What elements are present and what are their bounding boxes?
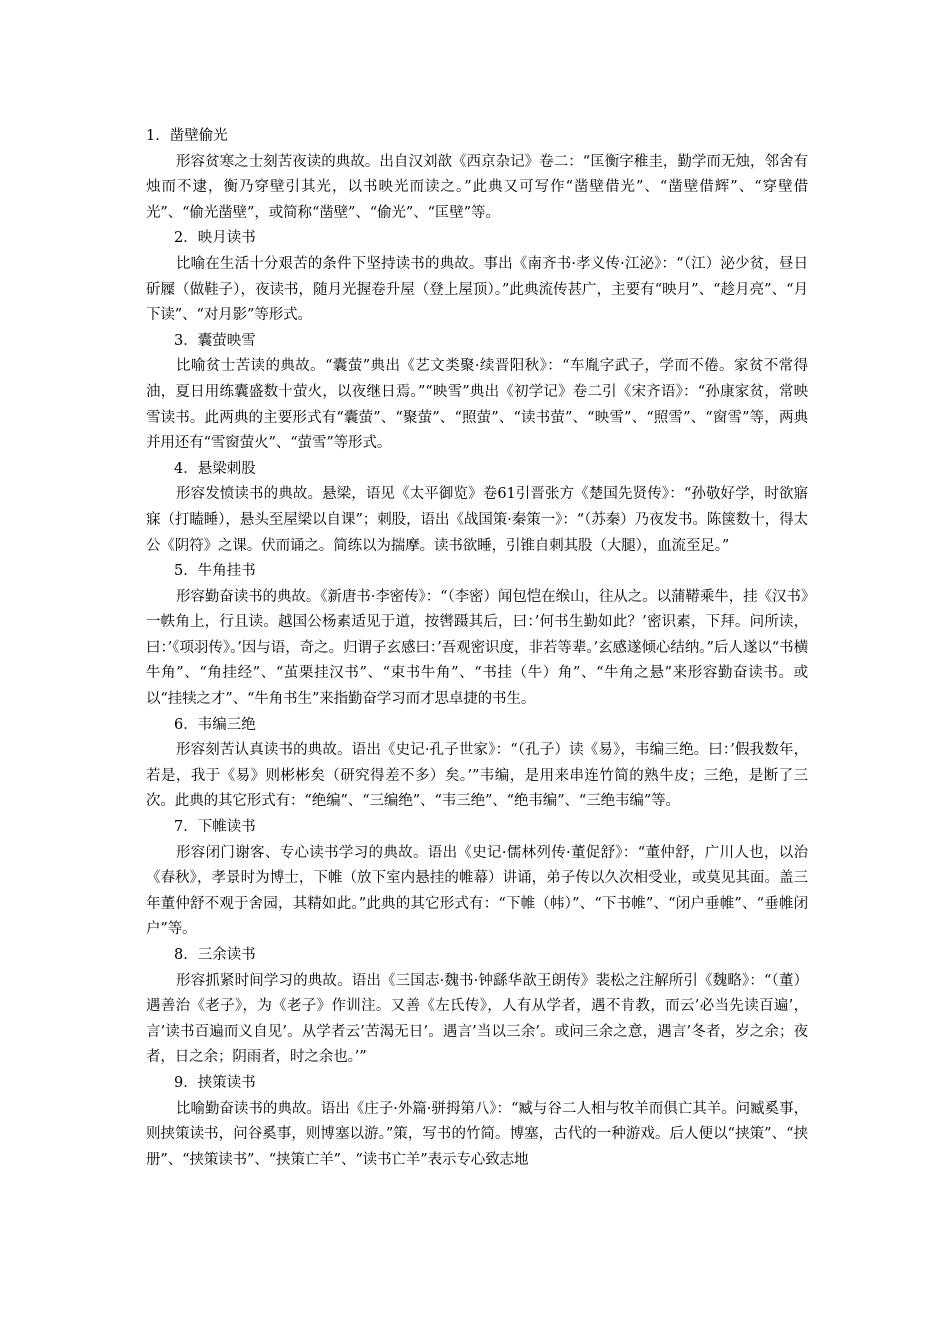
document-body <box>146 124 808 1173</box>
section-paragraph: 形容勤奋读书的典故。《新唐书·李密传》：“（李密）闻包恺在缑山，往从之。以蒲鞯乘牛，挂《汉书》一帙角上，行且读。越国公杨素适见于道，按辔蹑其后，曰：’何书生勤如此？’密识素，下拜。问所读，曰：’《项羽传》。’因与语，奇之。归谓子玄感曰：’吾观密识度，非若等辈。’玄感遂倾心结纳。”后人遂以“书横牛角”、“角挂经”、“茧栗挂汉书”、“束书牛角”、“书挂（牛）角”、“牛角之悬”来形容勤奋读书。或以“挂犊之才”、“牛角书生”来指勤奋学习而才思卓捷的书生。 <box>146 588 808 708</box>
section-paragraph: 形容发愤读书的典故。悬梁，语见《太平御览》卷61引晋张方《楚国先贤传》：“孙敬好学，时欲寤寐（打瞌睡），悬头至屋梁以自课”；刺股，语出《战国策·秦策一》：“（苏秦）乃夜发书。陈箧数十，得太公《阴符》之课。伏而诵之。简练以为揣摩。读书欲睡，引锥自刺其股（大腿），血流至足。” <box>146 486 808 554</box>
section-heading: 6．韦编三绝 <box>174 716 256 733</box>
section-paragraph: 比喻勤奋读书的典故。语出《庄子·外篇·骈拇第八》：“臧与谷二人相与牧羊而俱亡其羊。问臧奚事，则挟策读书，问谷奚事，则博塞以游。”策，写书的竹简。博塞，古代的一种游戏。后人便以“挟策”、“挟册”、“挟策读书”、“挟策亡羊”、“读书亡羊”表示专心致志地 <box>146 1100 808 1168</box>
section-paragraph: 形容抓紧时间学习的典故。语出《三国志·魏书·钟繇华歆王朗传》裴松之注解所引《魏略》：“（董）遇善治《老子》，为《老子》作训注。又善《左氏传》，人有从学者，遇不肯教，而云’必当先读百遍’，言’读书百遍而义自见’。从学者云’苦渴无日’。遇言’当以三余’。或问三余之意，遇言’冬者，岁之余；夜者，日之余；阴雨者，时之余也。’” <box>146 972 808 1066</box>
section-paragraph: 形容刻苦认真读书的典故。语出《史记·孔子世家》：“（孔子）读《易》，韦编三绝。曰：’假我数年，若是，我于《易》则彬彬矣（研究得差不多）矣。’”韦编，是用来串连竹简的熟牛皮；三绝，是断了三次。此典的其它形式有：“绝编”、“三编绝”、“韦三绝”、“绝韦编”、“三绝韦编”等。 <box>146 742 808 810</box>
section-heading: 3．囊萤映雪 <box>174 332 256 349</box>
section-paragraph: 比喻贫士苦读的典故。“囊萤”典出《艺文类聚·续晋阳秋》：“车胤字武子，学而不倦。家贫不常得油，夏日用练囊盛数十萤火，以夜继日焉。”“映雪”典出《初学记》卷二引《宋齐语》：“孙康家贫，常映雪读书。此两典的主要形式有“囊萤”、“聚萤”、“照萤”、“读书萤”、“映雪”、“照雪”、“窗雪”等，两典并用还有“雪窗萤火”、“萤雪”等形式。 <box>146 358 808 452</box>
section-paragraph: 形容贫寒之士刻苦夜读的典故。出自汉刘歆《西京杂记》卷二：“匡衡字稚圭，勤学而无烛，邻舍有烛而不逮，衡乃穿壁引其光，以书映光而读之。”此典又可写作“凿壁借光”、“凿壁借辉”、“穿壁借光”、“偷光凿壁”，或简称“凿壁”、“偷光”、“匡壁”等。 <box>146 153 808 221</box>
section-paragraph: 形容闭门谢客、专心读书学习的典故。语出《史记·儒林列传·董促舒》：“董仲舒，广川人也，以治《春秋》，孝景时为博士，下帷（放下室内悬挂的帷幕）讲诵，弟子传以久次相受业，或莫见其面。盖三年董仲舒不观于舍园，其精如此。”此典的其它形式有：“下帷（帏）”、“下书帷”、“闭户垂帷”、“垂帷闭户”等。 <box>146 844 808 938</box>
section-heading: 2．映月读书 <box>174 230 256 247</box>
section-paragraph: 比喻在生活十分艰苦的条件下坚持读书的典故。事出《南齐书·孝义传·江泌》：“（江）泌少贫，昼日斫屧（做鞋子），夜读书，随月光握卷升屋（登上屋顶）。”此典流传甚广，主要有“映月”、“趁月亮”、“月下读”、“对月影”等形式。 <box>146 255 808 324</box>
section-heading: 5．牛角挂书 <box>174 563 256 580</box>
section-heading: 8．三余读书 <box>174 947 256 963</box>
section-heading: 4．悬梁刺股 <box>174 460 256 477</box>
section-heading: 1．凿壁偷光 <box>146 128 228 144</box>
section-heading: 7．下帷读书 <box>174 819 256 836</box>
section-heading: 9．挟策读书 <box>174 1074 256 1091</box>
